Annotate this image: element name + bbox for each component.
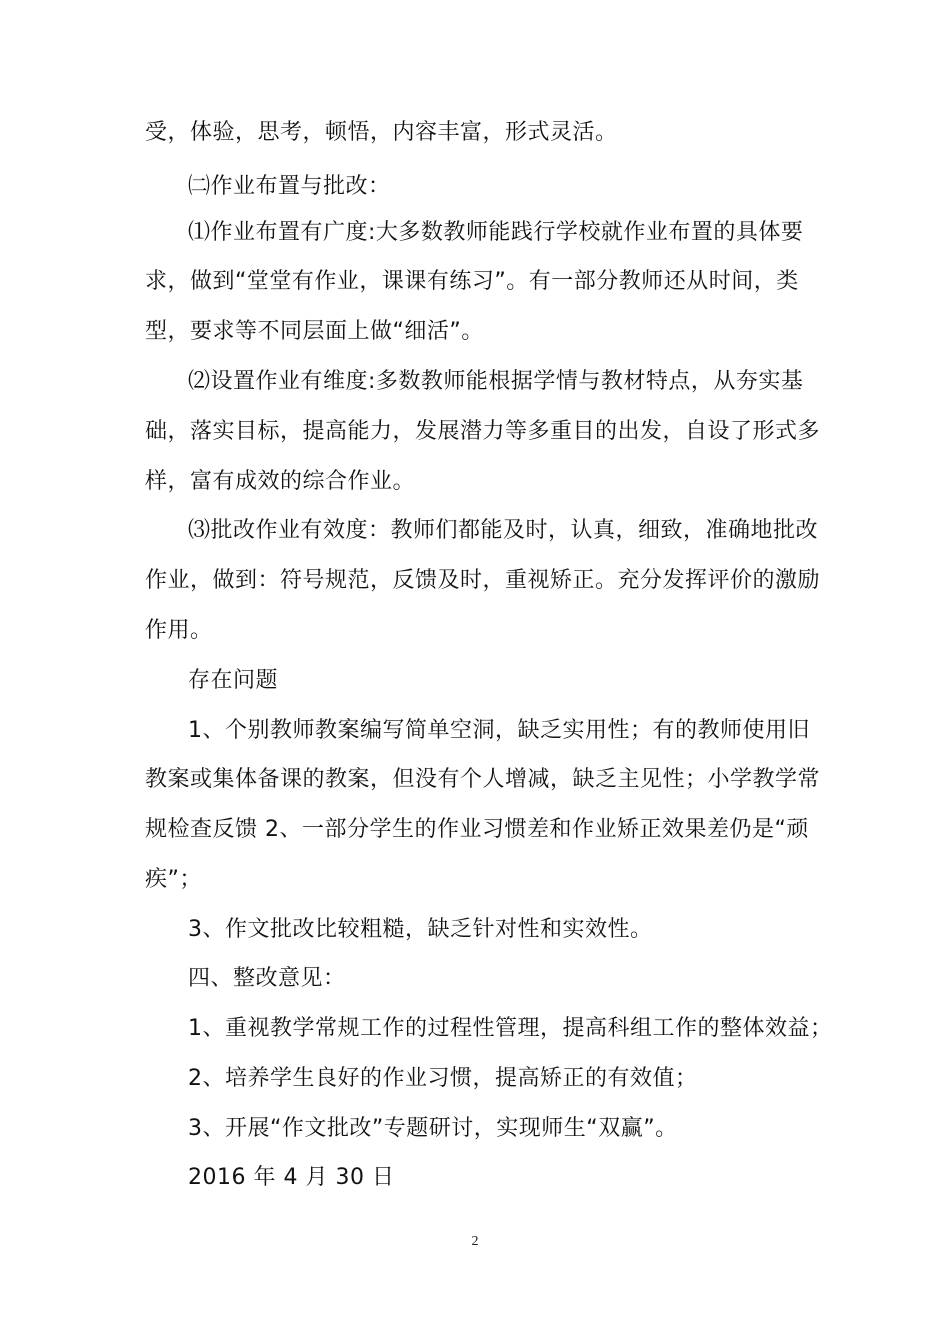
text-line: 样，富有成效的综合作业。 [145,469,416,494]
text-line: 1、重视教学常规工作的过程性管理，提高科组工作的整体效益； [188,1016,833,1041]
text-line: 教案或集体备课的教案，但没有个人增减，缺乏主见性；小学教学常 [145,767,821,792]
text-line: 疾”； [145,867,202,892]
text-line: ⑴作业布置有广度:大多数教师能践行学校就作业布置的具体要 [188,220,804,245]
text-line: 型，要求等不同层面上做“细活”。 [145,319,484,344]
text-line: 作业，做到：符号规范，反馈及时，重视矫正。充分发挥评价的激励 [145,568,821,593]
text-line: 作用。 [145,618,213,643]
text-line: ⑶批改作业有效度：教师们都能及时，认真，细致，准确地批改 [188,518,819,543]
text-line: 3、开展“作文批改”专题研讨，实现师生“双赢”。 [188,1116,678,1141]
text-line: 础，落实目标，提高能力，发展潜力等多重目的出发，自设了形式多 [145,419,821,444]
text-line: 受，体验，思考，顿悟，内容丰富，形式灵活。 [145,120,618,145]
section-heading: ㈡作业布置与批改： [188,174,391,199]
text-line: ⑵设置作业有维度:多数教师能根据学情与教材特点，从夯实基 [188,369,804,394]
text-line: 3、作文批改比较粗糙，缺乏针对性和实效性。 [188,917,653,942]
text-line: 求，做到“堂堂有作业，课课有练习”。有一部分教师还从时间，类 [145,269,799,294]
section-heading: 存在问题 [188,668,279,693]
document-date: 2016 年 4 月 30 日 [188,1165,395,1190]
text-line: 1、个别教师教案编写简单空洞，缺乏实用性；有的教师使用旧 [188,718,810,743]
section-heading: 四、整改意见： [188,966,346,991]
text-line: 2、培养学生良好的作业习惯，提高矫正的有效值； [188,1066,698,1091]
page-number: 2 [471,1234,479,1249]
text-line: 规检查反馈 2、一部分学生的作业习惯差和作业矫正效果差仍是“顽 [145,817,809,842]
